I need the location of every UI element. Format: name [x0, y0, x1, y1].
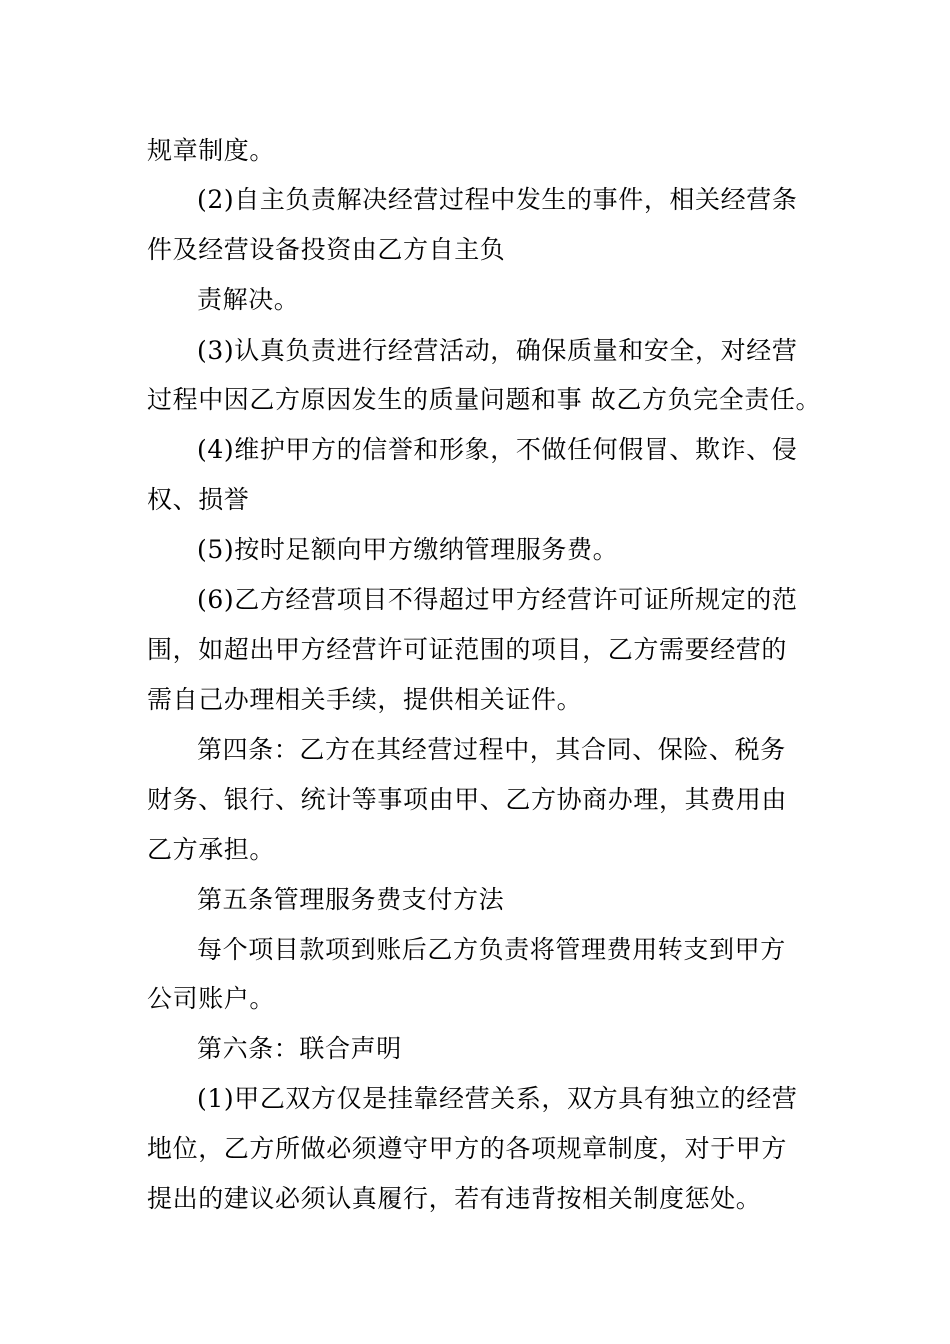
text-line: 乙方承担。 [147, 835, 276, 864]
text-line: 财务、银行、统计等事项由甲、乙方协商办理，其费用由 [147, 785, 788, 814]
text-line: 规章制度。 [147, 136, 276, 165]
text-line: 每个项目款项到账后乙方负责将管理费用转支到甲方 [197, 935, 786, 964]
text-line: (4)维护甲方的信誉和形象，不做任何假冒、欺诈、侵 [197, 435, 798, 464]
text-line: 责解决。 [197, 285, 300, 314]
text-line: (6)乙方经营项目不得超过甲方经营许可证所规定的范 [197, 585, 798, 614]
text-line: (5)按时足额向甲方缴纳管理服务费。 [197, 535, 619, 564]
text-line: (1)甲乙双方仅是挂靠经营关系，双方具有独立的经营 [197, 1084, 798, 1113]
text-line: 件及经营设备投资由乙方自主负 [147, 235, 506, 264]
text-line: 过程中因乙方原因发生的质量问题和事 故乙方负完全责任。 [147, 385, 822, 414]
text-line: 第五条管理服务费支付方法 [197, 885, 505, 914]
text-line: (2)自主负责解决经营过程中发生的事件，相关经营条 [197, 185, 798, 214]
text-line: (3)认真负责进行经营活动，确保质量和安全，对经营 [197, 336, 798, 365]
text-line: 需自己办理相关手续，提供相关证件。 [147, 685, 583, 714]
text-line: 第四条：乙方在其经营过程中，其合同、保险、税务 [197, 735, 786, 764]
text-line: 公司账户。 [147, 984, 276, 1013]
text-line: 提出的建议必须认真履行，若有违背按相关制度惩处。 [147, 1184, 762, 1213]
text-line: 权、损誉 [147, 485, 250, 514]
text-line: 地位，乙方所做必须遵守甲方的各项规章制度，对于甲方 [147, 1134, 788, 1163]
text-line: 围，如超出甲方经营许可证范围的项目，乙方需要经营的 [147, 635, 788, 664]
text-line: 第六条：联合声明 [197, 1034, 402, 1063]
